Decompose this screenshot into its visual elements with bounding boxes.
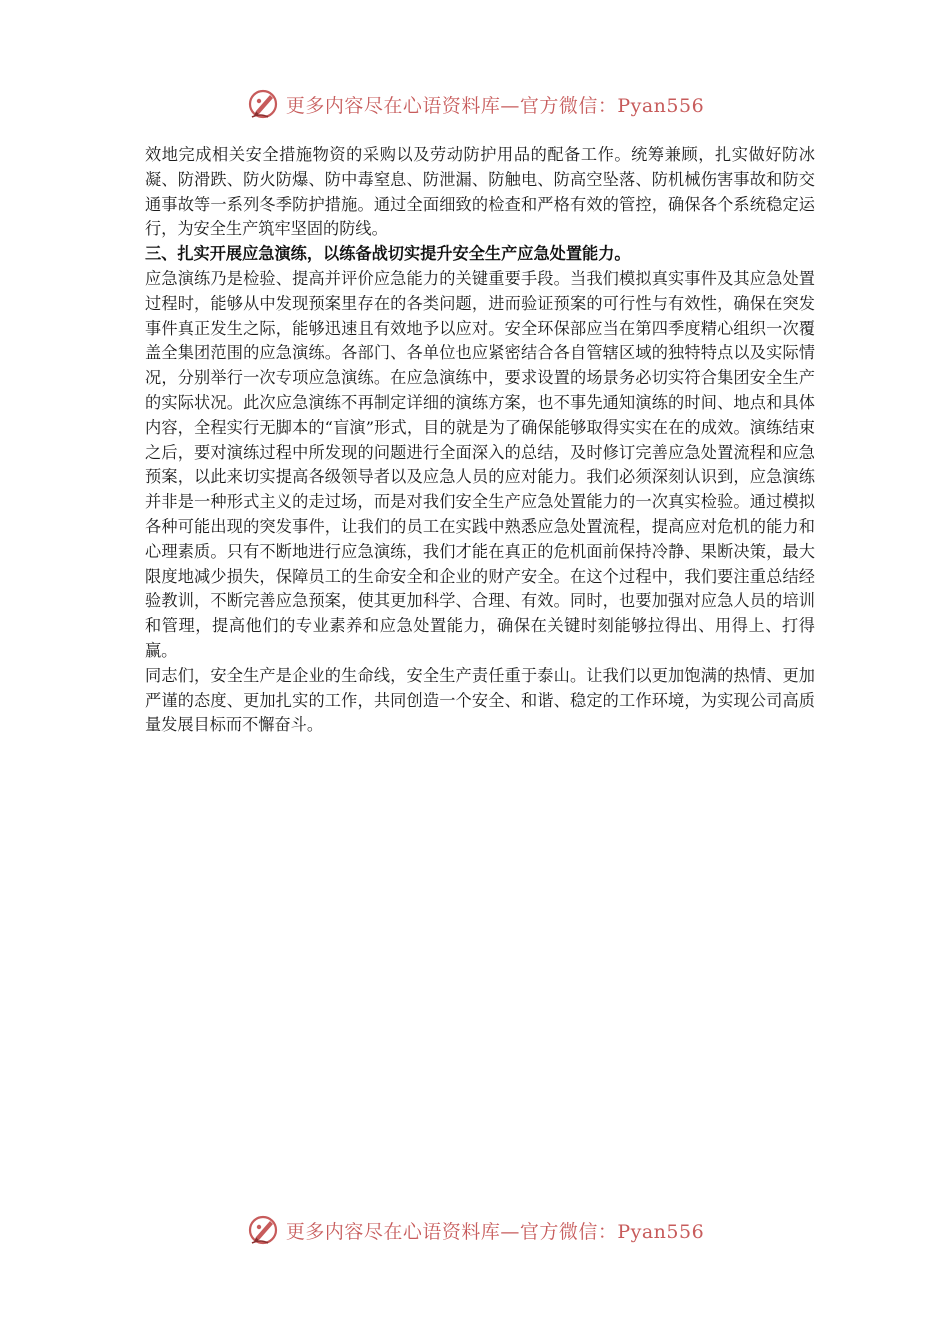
- pen-seal-logo-icon: [246, 1213, 280, 1247]
- footer-watermark: [0, 1210, 950, 1250]
- document-body: [145, 143, 815, 738]
- watermark-text: 更多内容尽在心语资料库—官方微信：Pyan556: [285, 94, 705, 117]
- section-heading-3: 三、扎实开展应急演练，以练备战切实提升安全生产应急处置能力。: [145, 244, 631, 264]
- pen-seal-logo-icon: [246, 87, 280, 121]
- paragraph-emergency-drill: 应急演练乃是检验、提高并评价应急能力的关键重要手段。当我们模拟真实事件及其应急处置过程时，能够从中发现预案里存在的各类问题，进而验证预案的可行性与有效性，确保在突发事件真正发生之际，能够迅速且有效地予以应对。安全环保部应当在第四季度精心组织一次覆盖全集团范围的应急演练。各部门、各单位也应紧密结合各自管辖区域的独特特点以及实际情况，分别举行一次专项应急演练。在应急演练中，要求设置的场景务必切实符合集团安全生产的实际状况。此次应急演练不再制定详细的演练方案，也不事先通知演练的时间、地点和具体内容，全程实行无脚本的“盲演”形式，目的就是为了确保能够取得实实在在的成效。演练结束之后，要对演练过程中所发现的问题进行全面深入的总结，及时修订完善应急处置流程和应急预案，以此来切实提高各级领导者以及应急人员的应对能力。我们必须深刻认识到，应急演练并非是一种形式主义的走过场，而是对我们安全生产应急处置能力的一次真实检验。通过模拟各种可能出现的突发事件，让我们的员工在实践中熟悉应急处置流程，提高应对危机的能力和心理素质。只有不断地进行应急演练，我们才能在真正的危机面前保持冷静、果断决策，最大限度地减少损失，保障员工的生命安全和企业的财产安全。在这个过程中，我们要注重总结经验教训，不断完善应急预案，使其更加科学、合理、有效。同时，也要加强对应急人员的培训和管理，提高他们的专业素养和应急处置能力，确保在关键时刻能够拉得出、用得上、打得赢。: [145, 268, 815, 660]
- paragraph-closing: 同志们，安全生产是企业的生命线，安全生产责任重于泰山。让我们以更加饱满的热情、更加严谨的态度、更加扎实的工作，共同创造一个安全、和谐、稳定的工作环境，为实现公司高质量发展目标而不懈奋斗。: [145, 665, 815, 735]
- watermark-text: 更多内容尽在心语资料库—官方微信：Pyan556: [285, 1220, 705, 1243]
- header-watermark: [0, 84, 950, 124]
- paragraph-measures: 效地完成相关安全措施物资的采购以及劳动防护用品的配备工作。统筹兼顾，扎实做好防冰凝、防滑跌、防火防爆、防中毒窒息、防泄漏、防触电、防高空坠落、防机械伤害事故和防交通事故等一系列冬季防护措施。通过全面细致的检查和严格有效的管控，确保各个系统稳定运行，为安全生产筑牢坚固的防线。: [145, 145, 815, 239]
